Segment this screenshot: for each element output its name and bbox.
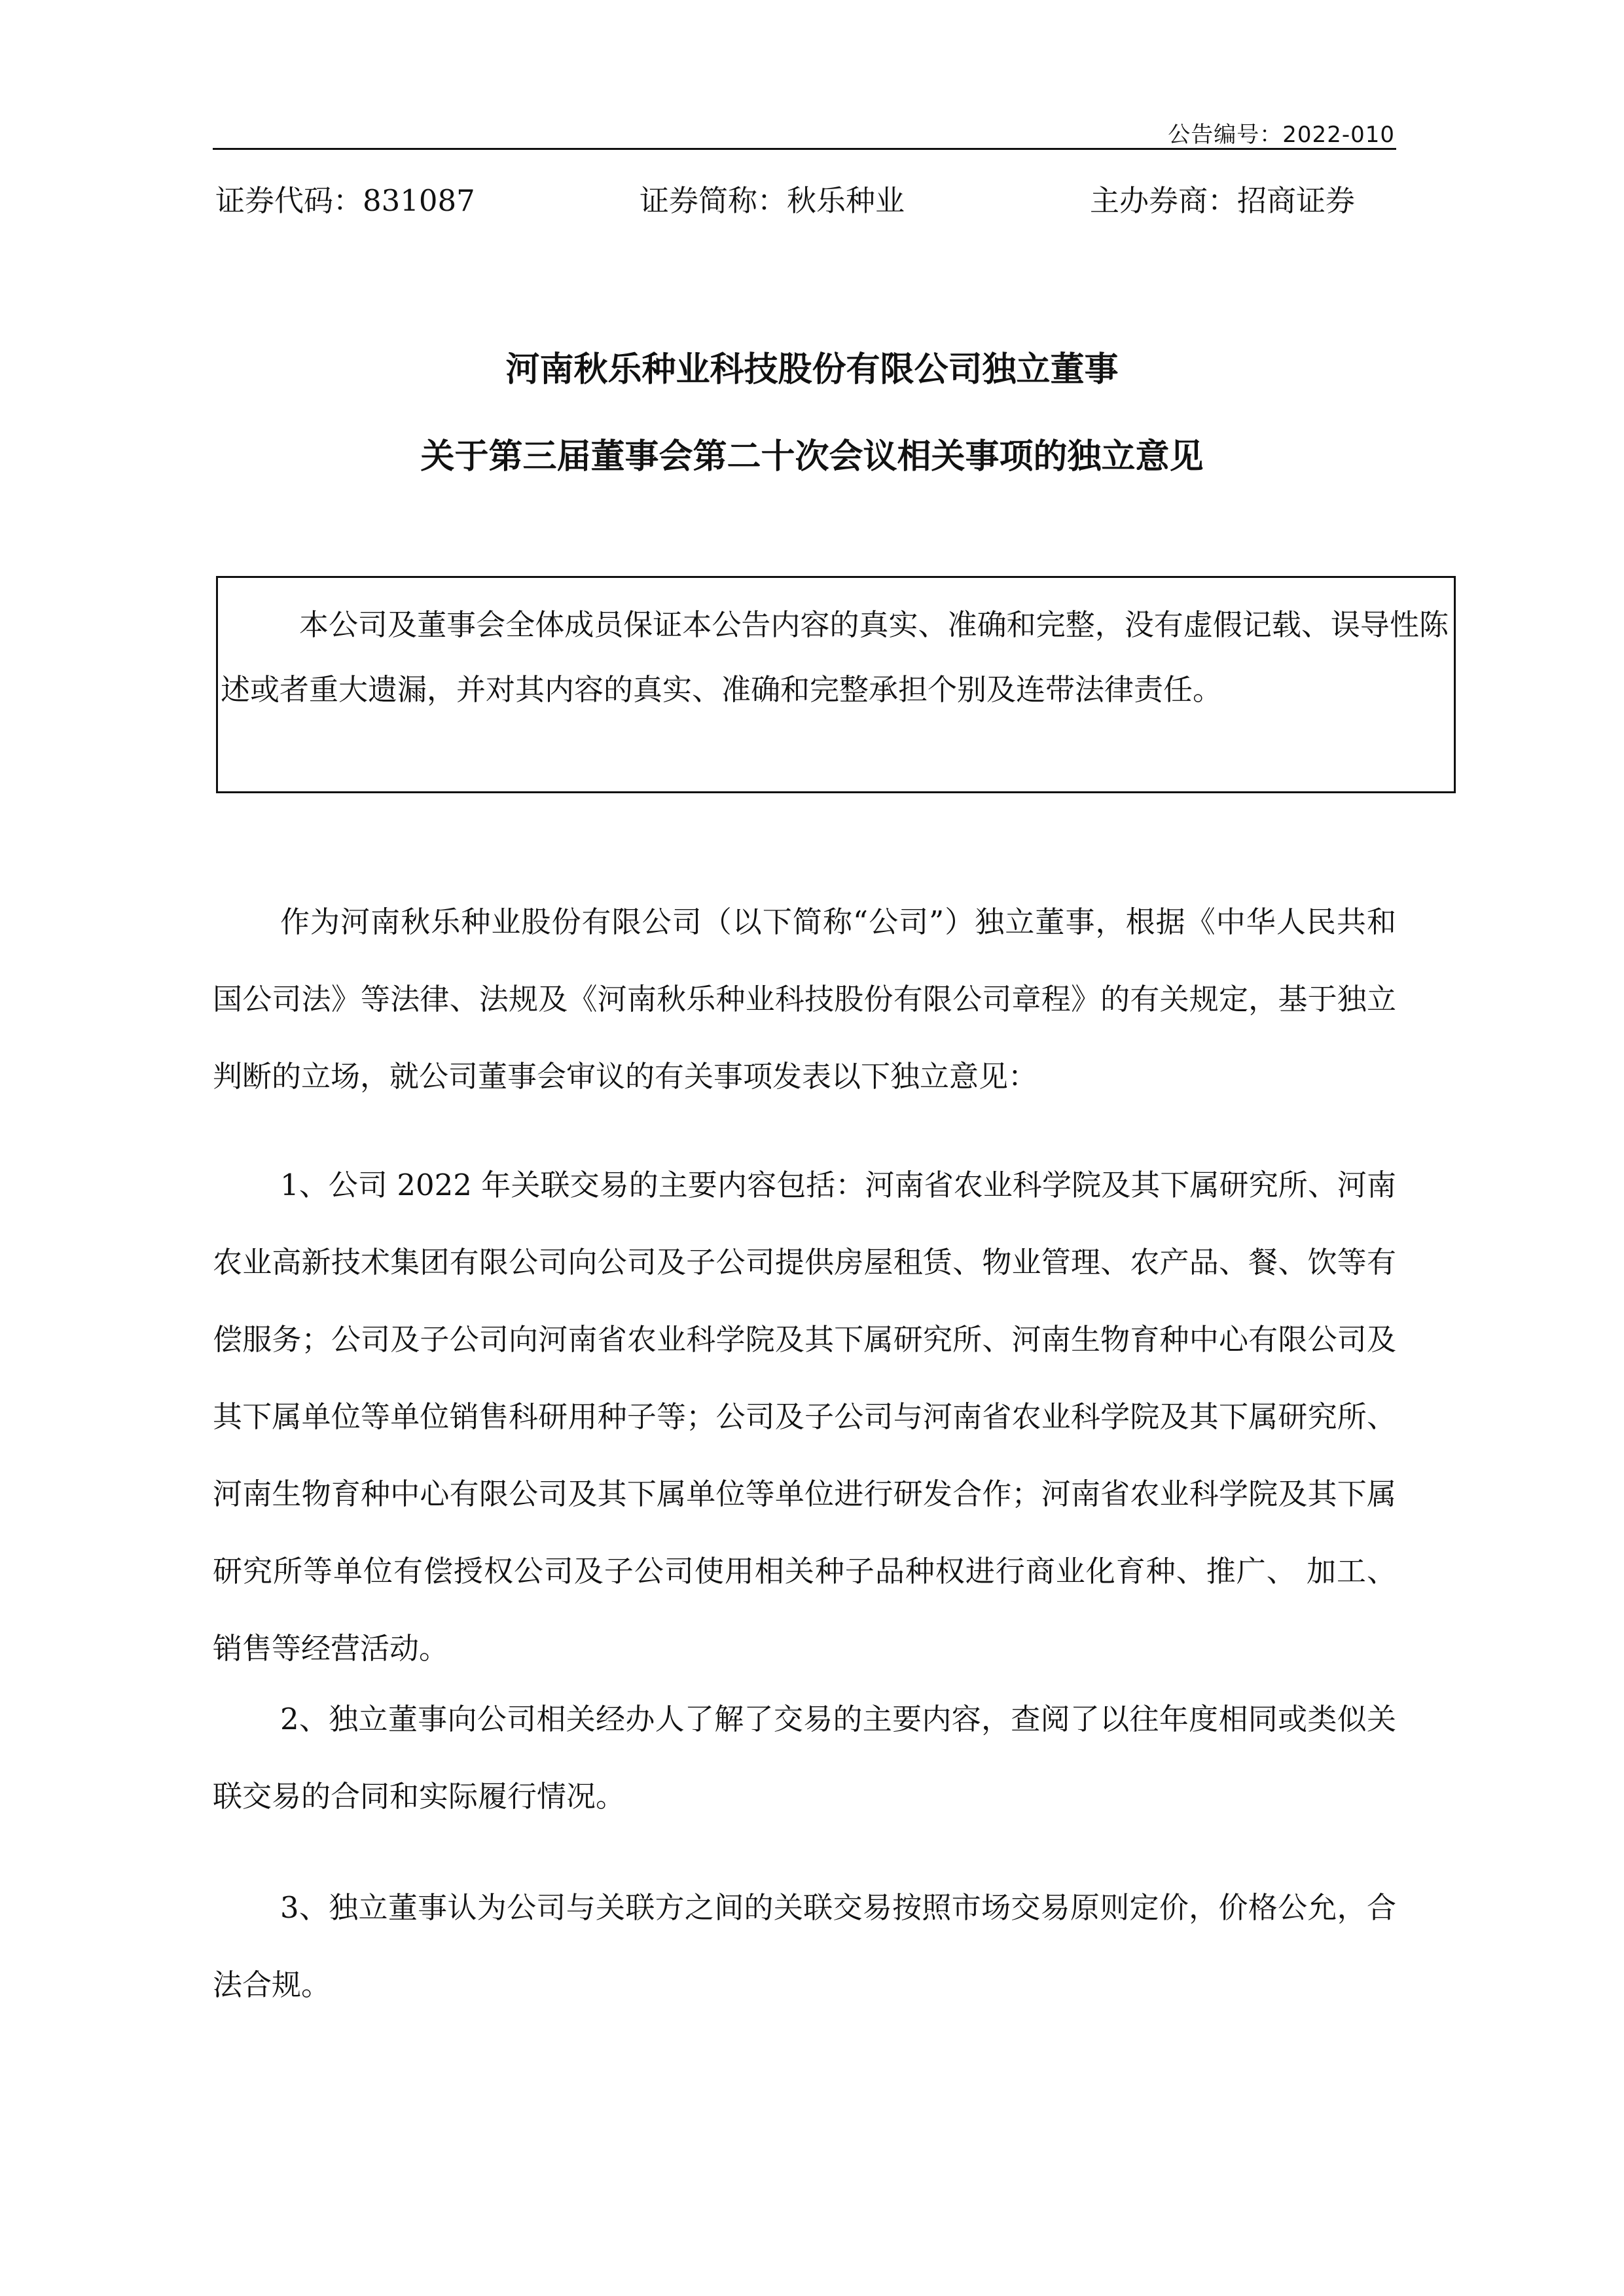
disclaimer-box <box>216 576 1456 793</box>
intro-paragraph: 作为河南秋乐种业股份有限公司（以下简称“公司”）独立董事，根据《中华人民共和国公司法》等法律、法规及《河南秋乐种业科技股份有限公司章程》的有关规定，基于独立判断的立场，就公司董事会审议的有关事项发表以下独立意见： <box>213 905 1396 1094</box>
opinion-item-3: 3、独立董事认为公司与关联方之间的关联交易按照市场交易原则定价，价格公允，合法合规。 <box>213 1890 1396 2002</box>
opinion-item-2: 2、独立董事向公司相关经办人了解了交易的主要内容，查阅了以往年度相同或类似关联交易的合同和实际履行情况。 <box>213 1702 1396 1814</box>
sponsoring-broker: 主办券商：招商证券 <box>1090 183 1356 218</box>
security-code: 证券代码：831087 <box>215 183 475 218</box>
opinion-item-1: 1、公司 2022 年关联交易的主要内容包括：河南省农业科学院及其下属研究所、河南农业高新技术集团有限公司向公司及子公司提供房屋租赁、物业管理、农产品、餐、饮等有偿服务；公司及子公司向河南省农业科学院及其下属研究所、河南生物育种中心有限公司及其下属单位等单位销售科研用种子等；公司及子公司与河南省农业科学院及其下属研究所、河南生物育种中心有限公司及其下属单位等单位进行研发合作；河南省农业科学院及其下属研究所等单位有偿授权公司及子公司使用相关种子品种权进行商业化育种、推广、 加工、销售等经营活动。 <box>213 1168 1396 1666</box>
document-title-line-1: 河南秋乐种业科技股份有限公司独立董事 <box>505 350 1119 389</box>
security-info-row <box>213 177 1396 216</box>
security-short-name: 证券简称：秋乐种业 <box>640 183 905 218</box>
document-title-line-2: 关于第三届董事会第二十次会议相关事项的独立意见 <box>420 437 1204 476</box>
header-divider <box>213 148 1396 150</box>
disclaimer-text: 本公司及董事会全体成员保证本公告内容的真实、准确和完整，没有虚假记载、误导性陈述或者重大遗漏，并对其内容的真实、准确和完整承担个别及连带法律责任。 <box>221 607 1449 707</box>
announcement-number: 公告编号：2022-010 <box>1168 122 1395 148</box>
